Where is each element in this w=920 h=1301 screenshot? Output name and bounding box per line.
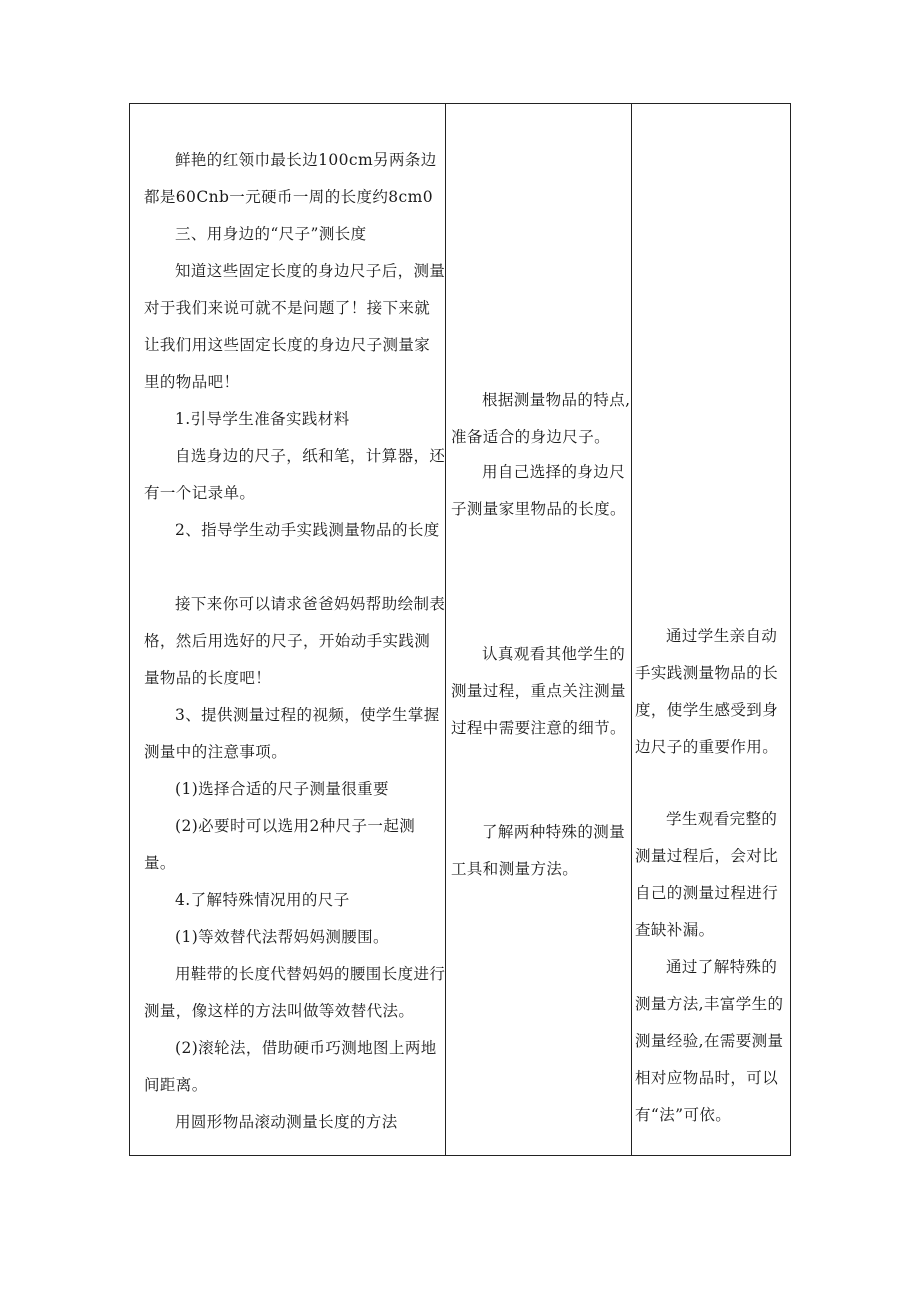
step-heading: 1.引导学生准备实践材料 [175,410,350,428]
step-heading: 3、提供测量过程的视频，使学生掌握测量中的注意事项。 [144,706,440,761]
paragraph: 认真观看其他学生的测量过程，重点关注测量过程中需要注意的细节。 [451,645,626,737]
paragraph: 用鞋带的长度代替妈妈的腰围长度进行测量，像这样的方法叫做等效替代法。 [144,965,446,1020]
paragraph: 知道这些固定长度的身边尺子后，测量对于我们来说可就不是问题了！接下来就让我们用这些固定长度的身边尺子测量家里的物品吧！ [144,262,446,391]
paragraph: 自选身边的尺子，纸和笔，计算器，还有一个记录单。 [144,447,446,502]
paragraph: 了解两种特殊的测量工具和测量方法。 [451,823,626,878]
paragraph: 鲜艳的红领巾最长边100cm另两条边都是60Cnb一元硬币一周的长度约8cm0 [144,151,437,206]
paragraph: 用圆形物品滚动测量长度的方法 [175,1113,398,1131]
paragraph: 根据测量物品的特点,准备适合的身边尺子。 [451,391,631,446]
student-activity-column [446,104,632,1155]
design-intent-column [632,104,789,1155]
paragraph: 接下来你可以请求爸爸妈妈帮助绘制表格，然后用选好的尺子，开始动手实践测量物品的长度吧！ [144,595,446,687]
step-heading: 4.了解特殊情况用的尺子 [175,891,350,909]
list-item: (1)选择合适的尺子测量很重要 [175,780,389,798]
step-heading: 2、指导学生动手实践测量物品的长度 [175,521,440,539]
list-item: (2)必要时可以选用2种尺子一起测量。 [144,817,416,872]
lesson-table [129,103,791,1156]
paragraph: 用自己选择的身边尺子测量家里物品的长度。 [451,463,626,518]
teacher-activity-column [130,104,446,1155]
list-item: (2)滚轮法，借助硬币巧测地图上两地间距离。 [144,1039,437,1094]
paragraph: 通过了解特殊的测量方法,丰富学生的测量经验,在需要测量相对应物品时，可以有“法”可依。 [635,958,784,1124]
list-item: (1)等效替代法帮妈妈测腰围。 [175,928,389,946]
paragraph: 学生观看完整的测量过程后，会对比自己的测量过程进行查缺补漏。 [635,810,779,939]
section-heading: 三、用身边的“尺子”测长度 [175,225,367,243]
paragraph: 通过学生亲自动手实践测量物品的长度，使学生感受到身边尺子的重要作用。 [635,627,779,756]
